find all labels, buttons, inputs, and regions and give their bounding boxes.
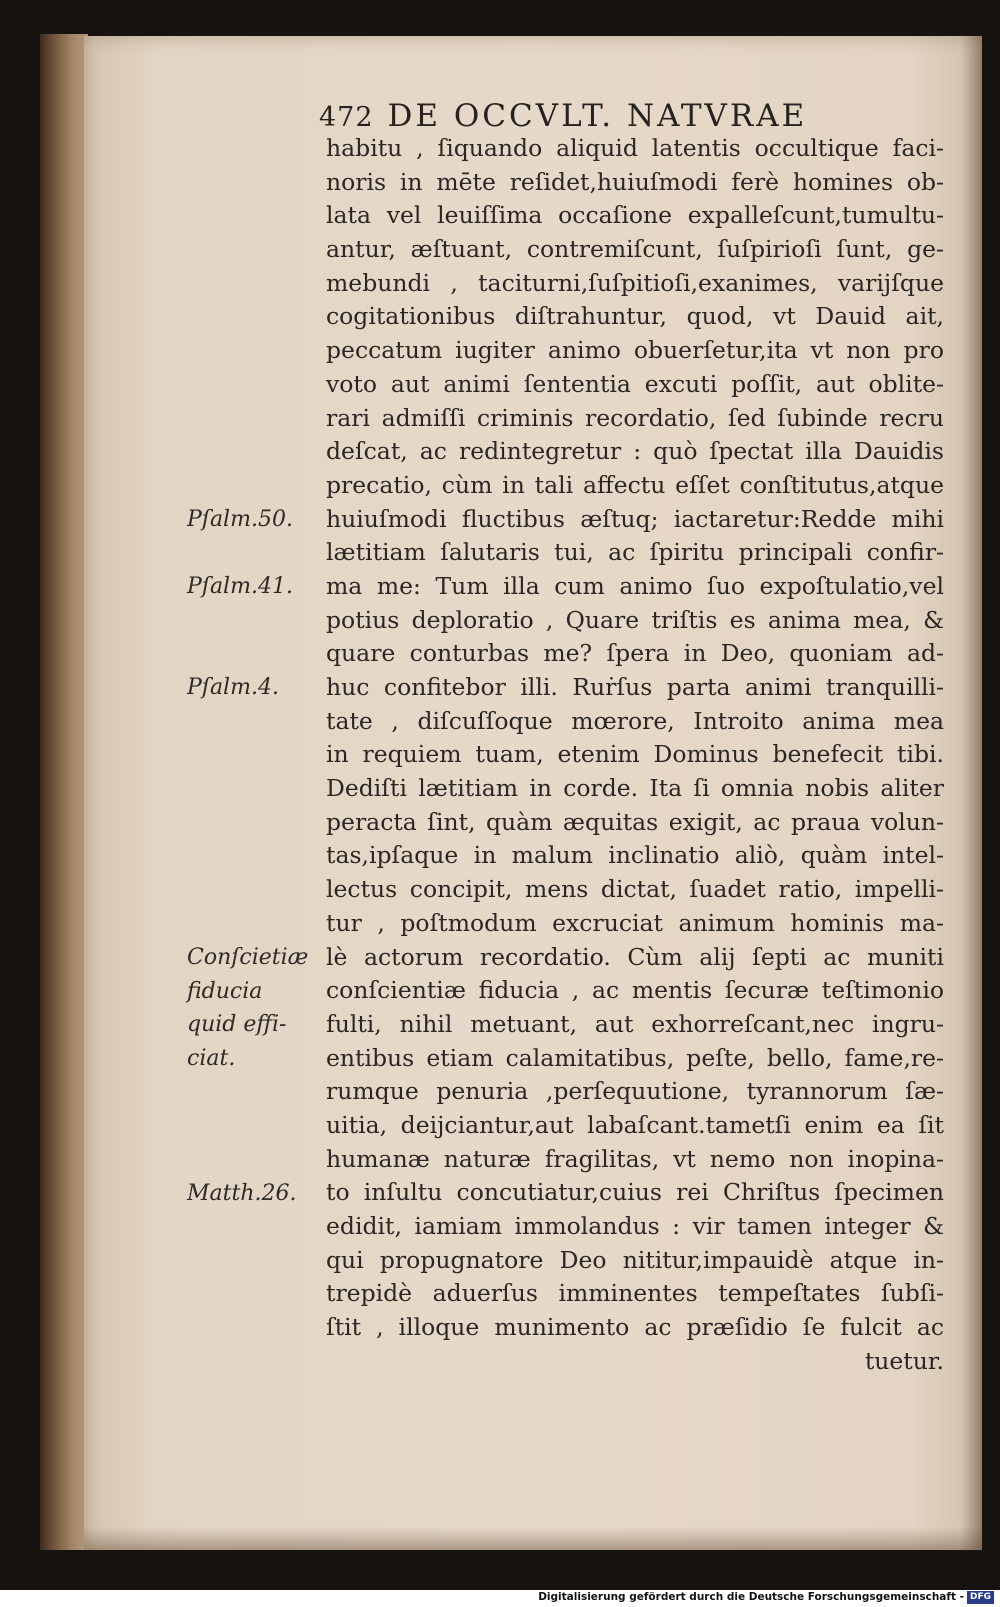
running-head [319,98,939,134]
digitization-footer [0,1590,1000,1607]
text-line: peccatum iugiter animo obuerſetur,ita vt non pro [326,336,944,365]
page-bottom-shadow [84,1526,982,1550]
text-line: cogitationibus diſtrahuntur, quod, vt Dauid ait, [326,302,944,331]
text-line: precatio, cùm in tali affectu eſſet conſtitutus,atque [326,470,944,499]
text-line: in requiem tuam, etenim Dominus benefecit tibi. [326,740,944,769]
text-line: deſcat, ac redintegretur : quò ſpectat illa Dauidis [326,437,944,466]
page-number: 472 [319,102,374,133]
body-text [326,132,944,1378]
text-line: tur , poſtmodum excruciat animum hominis ma- [326,908,944,937]
text-line: peracta ſint, quàm æquitas exigit, ac praua volun- [326,807,944,836]
text-line: voto aut animi ſententia excuti poſſit, aut oblite- [326,369,944,398]
running-head-title: DE OCCVLT. NATVRAE [387,98,808,134]
margin-note: Pſalm.41. [187,574,293,600]
dfg-logo: DFG [967,1591,994,1604]
page-gutter-shadow [960,36,982,1550]
text-line: habitu , ſiquando aliquid latentis occultique faci- [326,134,944,162]
text-line: huiuſmodi fluctibus æſtuq; iactaretur:Redde mihi [326,504,944,533]
footer-credit: Digitalisierung gefördert durch die Deutsche Forschungsgemeinschaft - [538,1591,964,1603]
text-line: tate , diſcuſſoque mœrore, Introito anima mea [326,706,944,735]
margin-note: quid effi- [187,1012,287,1038]
text-line: entibus etiam calamitatibus, peſte, bello, fame,re- [326,1043,944,1072]
book-page [84,36,982,1550]
text-line: potius deploratio , Quare triſtis es anima mea, & [326,605,944,634]
margin-note: fiducia [187,978,263,1004]
text-line: edidit, iamiam immolandus : vir tamen integer & [326,1212,944,1240]
text-line: lectus concipit, mens dictat, ſuadet ratio, impelli- [326,875,944,904]
text-line: huc confitebor illi. Ruṙſus parta animi tranquilli- [326,673,944,701]
text-line: tuetur. [864,1346,944,1375]
text-line: to inſultu concutiatur,cuius rei Chriſtus ſpecimen [326,1178,944,1207]
margin-note: ciat. [187,1045,236,1071]
margin-note: Matth.26. [187,1180,297,1206]
margin-note: Pſalm.4. [187,675,279,701]
text-line: lè actorum recordatio. Cùm alij ſepti ac muniti [326,942,944,971]
text-line: uitia, deijciantur,aut labaſcant.tametſi enim ea ſit [326,1110,944,1139]
text-line: fulti, nihil metuant, aut exhorreſcant,nec ingru- [326,1009,944,1038]
text-line: qui propugnatore Deo nititur,impauidè atque in- [326,1245,944,1274]
text-line: trepidè aduerſus imminentes tempeſtates ſubſi- [326,1279,944,1308]
text-line: rumque penuria ,perſequutione, tyrannorum ſæ- [326,1077,944,1106]
text-line: mebundi , taciturni,ſuſpitioſi,exanimes, varijſque [326,268,944,297]
text-line: humanæ naturæ fragilitas, vt nemo non inopina- [326,1144,944,1173]
text-line: quare conturbas me? ſpera in Deo, quoniam ad- [326,639,944,668]
text-line: antur, æſtuant, contremiſcunt, ſuſpirioſi ſunt, ge- [326,235,944,264]
text-line: ma me: Tum illa cum animo ſuo expoſtulatio,vel [326,571,944,600]
text-line: Dediſti lætitiam in corde. Ita ſi omnia nobis aliter [326,774,944,803]
text-line: lætitiam ſalutaris tui, ac ſpiritu principali confir- [326,538,944,567]
text-line: conſcientiæ fiducia , ac mentis ſecuræ teſtimonio [326,976,944,1005]
text-line: noris in mēte reſidet,huiuſmodi ferè homines ob- [326,167,944,196]
margin-note: Conſcietiæ [187,944,309,970]
text-line: rari admiſſi criminis recordatio, ſed ſubinde recru [326,403,944,432]
text-line: ſtit , illoque munimento ac præſidio ſe fulcit ac [326,1313,944,1342]
margin-note: Pſalm.50. [187,506,293,532]
text-line: lata vel leuiſſima occaſione expalleſcunt,tumultu- [326,201,944,230]
text-line: tas,ipſaque in malum inclinatio aliò, quàm intel- [326,841,944,870]
binding-edge [40,34,88,1550]
